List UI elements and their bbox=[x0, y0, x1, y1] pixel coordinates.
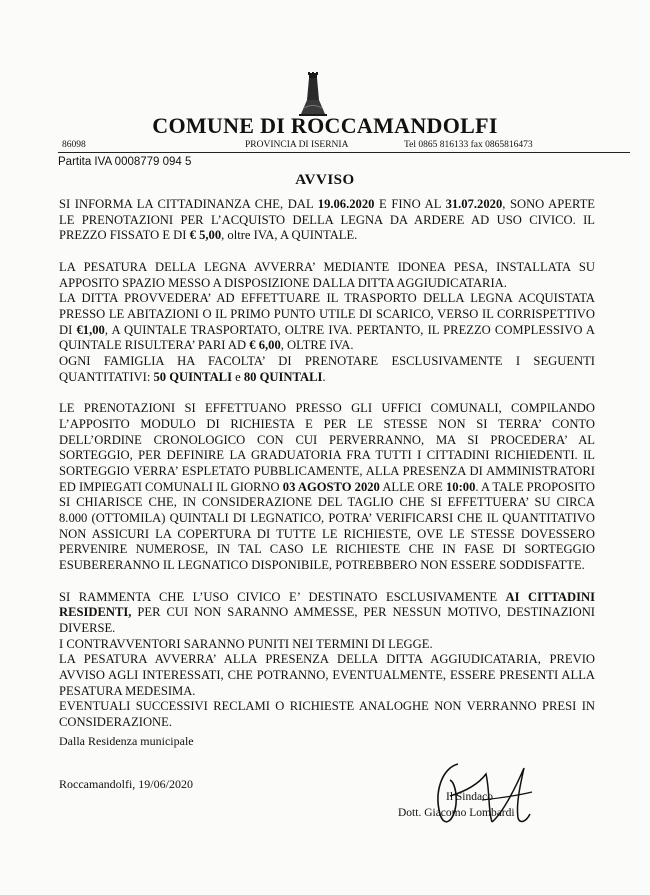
paragraph-booking-draw: LE PRENOTAZIONI SI EFFETTUANO PRESSO GLI UFFICI COMUNALI, COMPILANDO L’APPOSITO MODULO DI RICHIESTA E PER LE STESSE NON SI TERRA’ CONTO DELL’ORDINE CRONOLOGICO CON CUI PERVERRANNO, MA SI PROCEDERA’ AL SORTEGGIO, PER DEFINIRE LA GRADUATORIA FRA TUTTI I CITTADINI RICHIEDENTI. IL SORTEGGIO VERRA’ ESPLETATO PUBBLICAMENTE, ALLA PRESENZA DI AMMINISTRATORI ED IMPIEGATI COMUNALI IL GIORNO 03 AGOSTO 2020 ALLE ORE 10:00. A TALE PROPOSITO SI CHIARISCE CHE, IN CONSIDERAZIONE DEL TAGLIO CHE SI EFFETTUERA’ SU CIRCA 8.000 (OTTOMILA) QUINTALI DI LEGNATICO, POTRA’ VERIFICARSI CHE IL QUANTITATIVO NON ASSICURI LA COPERTURA DI TUTTE LE RICHIESTE, OVE LE STESSE DOVESSERO PERVENIRE NUMEROSE, IN TAL CASO LE RICHIESTE CHE IN FASE DI SORTEGGIO ESUBERERANNO IL LEGNATICO DISPONIBILE, POTREBBERO NON ESSERE SODDISFATTE. bbox=[59, 401, 596, 573]
postal-code: 86098 bbox=[62, 140, 86, 150]
mayor-title: Il Sindaco bbox=[446, 791, 493, 803]
notice-title: AVVISO bbox=[295, 172, 355, 188]
paragraph-transport: LA DITTA PROVVEDERA’ AD EFFETTUARE IL TRASPORTO DELLA LEGNA ACQUISTATA PRESSO LE ABITAZIONI O IL PRIMO PUNTO UTILE DI SCARICO, VERSO IL CORRISPETTIVO DI €1,00, A QUINTALE TRASPORTATO, OLTRE IVA. PERTANTO, IL PREZZO COMPLESSIVO A QUINTALE RISULTERA’ PARI AD € 6,00, OLTRE IVA. bbox=[59, 291, 595, 353]
paragraph-penalties: I CONTRAVVENTORI SARANNO PUNITI NEI TERMINI DI LEGGE. bbox=[59, 636, 433, 651]
issuing-office: Dalla Residenza municipale bbox=[59, 734, 194, 748]
tower-crest-icon bbox=[296, 70, 330, 118]
notice-body bbox=[59, 197, 595, 731]
paragraph-quantities: OGNI FAMIGLIA HA FACOLTA’ DI PRENOTARE ESCLUSIVAMENTE I SEGUENTI QUANTITATIVI: 50 QUINTALI e 80 QUINTALI. bbox=[59, 354, 595, 384]
paragraph-opening-dates: SI INFORMA LA CITTADINANZA CHE, DAL 19.06.2020 E FINO AL 31.07.2020, SONO APERTE LE PRENOTAZIONI PER L’ACQUISTO DELLA LEGNA DA ARDERE AD USO CIVICO. IL PREZZO FISSATO E DI € 5,00, oltre IVA, A QUINTALE. bbox=[59, 197, 595, 243]
province: PROVINCIA DI ISERNIA bbox=[245, 140, 349, 150]
place-and-date: Roccamandolfi, 19/06/2020 bbox=[59, 777, 193, 791]
paragraph-weighing-presence: LA PESATURA AVVERRA’ ALLA PRESENZA DELLA DITTA AGGIUDICATARIA, PREVIO AVVISO AGLI INTERESSATI, CHE POTRANNO, EVENTUALMENTE, ESSERE PRESENTI ALLA PESATURA MEDESIMA. bbox=[59, 652, 595, 698]
letterhead-info-line bbox=[58, 140, 630, 153]
paragraph-residents: SI RAMMENTA CHE L’USO CIVICO E’ DESTINATO ESCLUSIVAMENTE AI CITTADINI RESIDENTI, PER CUI NON SARANNO AMMESSE, PER NESSUN MOTIVO, DESTINAZIONI DIVERSE. bbox=[59, 589, 596, 635]
paragraph-weighing: LA PESATURA DELLA LEGNA AVVERRA’ MEDIANTE IDONEA PESA, INSTALLATA SU APPOSITO SPAZIO MESSO A DISPOSIZIONE DALLA DITTA AGGIUDICATARIA. bbox=[59, 259, 595, 290]
paragraph-complaints: EVENTUALI SUCCESSIVI RECLAMI O RICHIESTE ANALOGHE NON VERRANNO PRESI IN CONSIDERAZIONE. bbox=[59, 699, 595, 730]
mayor-name: Dott. Giacomo Lombardi bbox=[398, 807, 515, 819]
phone-fax: Tel 0865 816133 fax 0865816473 bbox=[404, 140, 533, 150]
municipality-title: COMUNE DI ROCCAMANDOLFI bbox=[152, 113, 498, 138]
vat-number: Partita IVA 0008779 094 5 bbox=[58, 156, 192, 168]
